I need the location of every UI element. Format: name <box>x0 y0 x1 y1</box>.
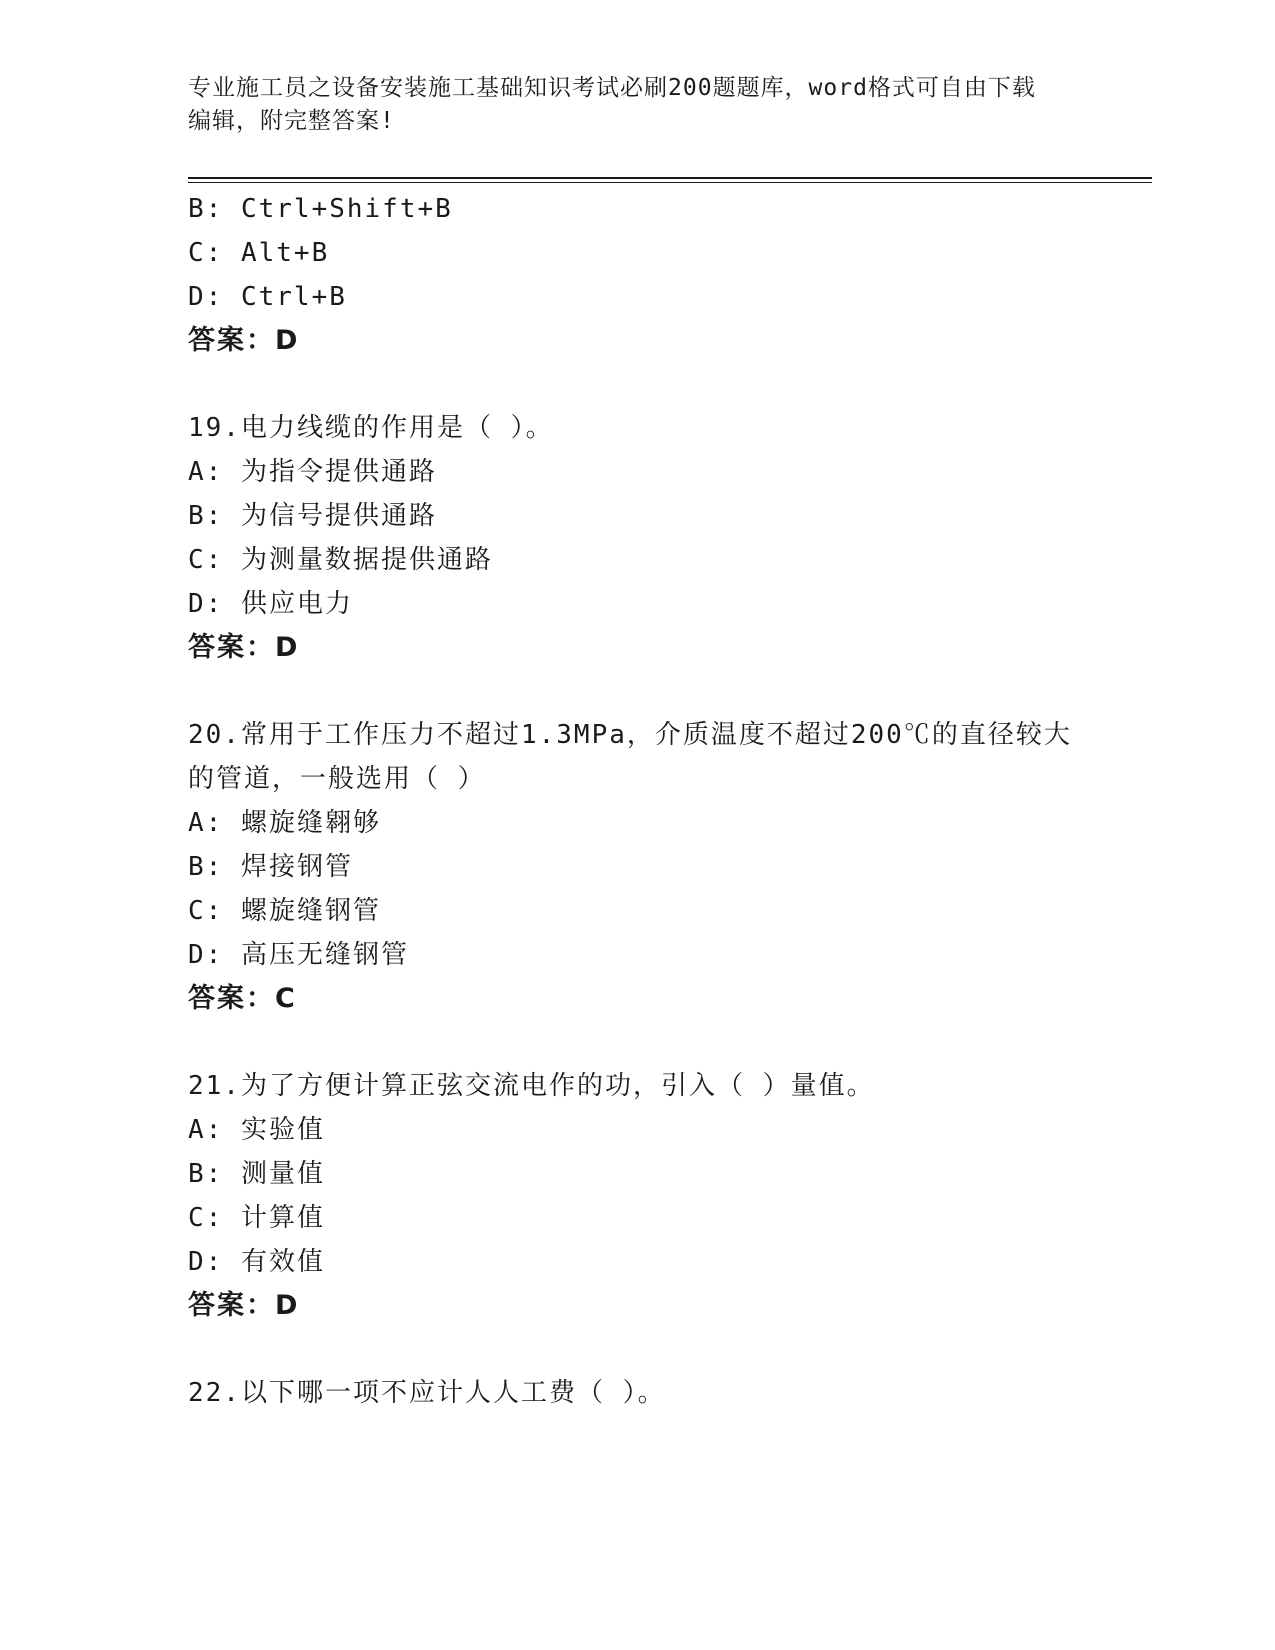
q22-question: 22.以下哪一项不应计人人工费（ ）。 <box>188 1378 666 1408</box>
header-divider-thin <box>188 182 1152 183</box>
q20-option-c: C: 螺旋缝钢管 <box>188 896 381 926</box>
q21-option-d: D: 有效值 <box>188 1247 325 1277</box>
q20-answer: 答案：C <box>188 983 297 1014</box>
q18-option-c: C: Alt+B <box>188 238 330 268</box>
q20-option-a: A: 螺旋缝翱够 <box>188 808 381 838</box>
q18-option-d: D: Ctrl+B <box>188 282 347 312</box>
header-line-1: 专业施工员之设备安装施工基础知识考试必刷200题题库，word格式可自由下载 <box>188 75 1036 101</box>
q19-option-b: B: 为信号提供通路 <box>188 501 437 531</box>
q19-option-d: D: 供应电力 <box>188 589 353 619</box>
q19-question: 19.电力线缆的作用是（ ）。 <box>188 413 554 443</box>
q19-answer: 答案：D <box>188 632 300 663</box>
header-divider-thick <box>188 177 1152 179</box>
q21-answer: 答案：D <box>188 1290 300 1321</box>
q21-option-c: C: 计算值 <box>188 1203 325 1233</box>
q20-question-line-2: 的管道，一般选用（ ） <box>188 764 486 794</box>
q18-option-b: B: Ctrl+Shift+B <box>188 194 453 224</box>
q20-option-b: B: 焊接钢管 <box>188 852 353 882</box>
q21-option-a: A: 实验值 <box>188 1115 325 1145</box>
q18-answer: 答案：D <box>188 325 300 356</box>
q20-option-d: D: 高压无缝钢管 <box>188 940 409 970</box>
header-line-2: 编辑，附完整答案! <box>188 108 395 134</box>
q20-question-line-1: 20.常用于工作压力不超过1.3MPa，介质温度不超过200℃的直径较大 <box>188 720 1072 750</box>
q19-option-a: A: 为指令提供通路 <box>188 457 437 487</box>
document-header <box>188 72 1088 138</box>
q21-question: 21.为了方便计算正弦交流电作的功，引入（ ）量值。 <box>188 1071 875 1101</box>
q21-option-b: B: 测量值 <box>188 1159 325 1189</box>
q19-option-c: C: 为测量数据提供通路 <box>188 545 493 575</box>
